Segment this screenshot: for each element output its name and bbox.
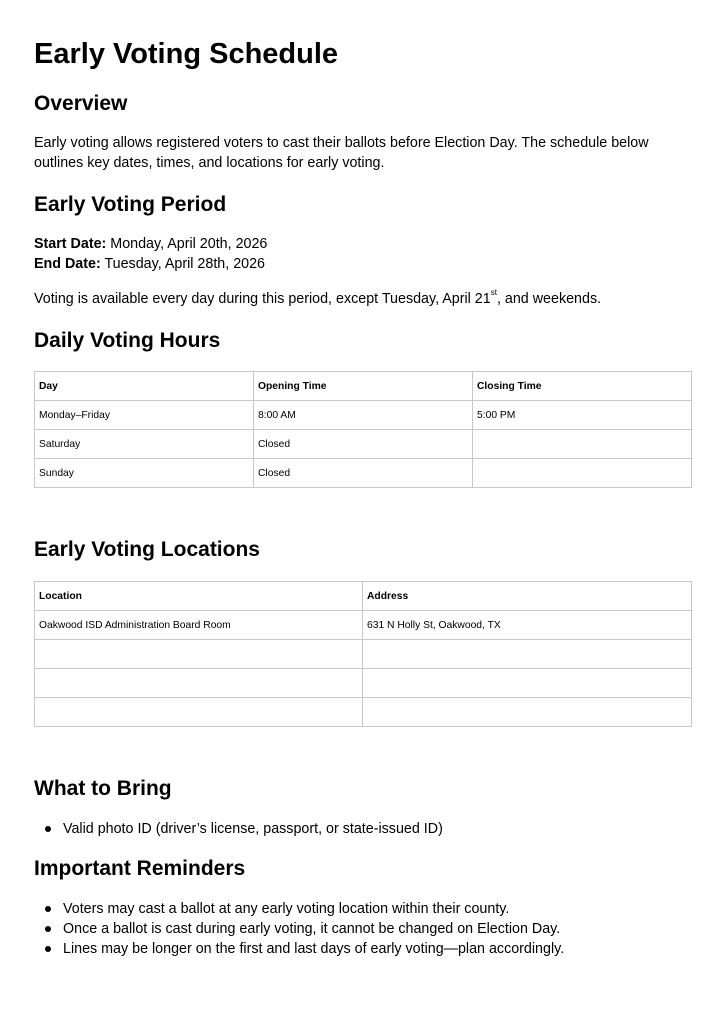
bring-list	[34, 819, 691, 839]
locations-header-row	[35, 582, 692, 611]
table-row	[35, 698, 692, 727]
list-item-text: Valid photo ID (driver’s license, passport, or state-issued ID)	[63, 821, 443, 837]
hours-col-day: Day	[35, 372, 254, 401]
table-cell	[473, 459, 692, 488]
overview-heading: Overview	[34, 92, 128, 115]
bring-heading: What to Bring	[34, 777, 172, 800]
page-title: Early Voting Schedule	[34, 38, 339, 70]
overview-text: Early voting allows registered voters to cast their ballots before Election Day. The schedule below outlines key dates, times, and locations for early voting.	[34, 135, 649, 171]
table-cell: Monday–Friday	[35, 401, 254, 430]
table-row	[35, 611, 692, 640]
table-row	[35, 430, 692, 459]
period-note-ordinal: st	[490, 288, 497, 297]
list-item-text: Lines may be longer on the first and last days of early voting—plan accordingly.	[63, 941, 565, 957]
locations-col-location: Location	[35, 582, 363, 611]
end-date-line	[34, 254, 691, 274]
table-cell: Saturday	[35, 430, 254, 459]
start-date-line	[34, 234, 691, 254]
table-cell: 5:00 PM	[473, 401, 692, 430]
period-note-tail: , and weekends.	[496, 291, 602, 307]
table-row	[35, 669, 692, 698]
list-item	[34, 899, 691, 919]
list-item-text: Once a ballot is cast during early voting, it cannot be changed on Election Day.	[63, 921, 561, 937]
bullet-icon	[45, 826, 51, 832]
locations-heading: Early Voting Locations	[34, 538, 260, 561]
period-heading: Early Voting Period	[34, 193, 227, 216]
start-date-label: Start Date:	[34, 236, 107, 252]
table-cell	[35, 698, 363, 727]
table-cell: Sunday	[35, 459, 254, 488]
table-row	[35, 640, 692, 669]
locations-table	[34, 581, 692, 727]
table-cell	[473, 430, 692, 459]
hours-table	[34, 371, 692, 488]
hours-col-opening: Opening Time	[254, 372, 473, 401]
table-cell: Closed	[254, 459, 473, 488]
hours-col-closing: Closing Time	[473, 372, 692, 401]
table-cell	[363, 669, 692, 698]
table-cell	[363, 640, 692, 669]
bullet-icon	[45, 926, 51, 932]
list-item	[34, 919, 691, 939]
list-item-text: Voters may cast a ballot at any early voting location within their county.	[63, 901, 510, 917]
table-row	[35, 401, 692, 430]
period-note-text: Voting is available every day during this period, except Tuesday, April 21	[34, 291, 491, 307]
table-row	[35, 459, 692, 488]
table-cell	[363, 698, 692, 727]
locations-col-address: Address	[363, 582, 692, 611]
table-cell	[35, 640, 363, 669]
reminders-heading: Important Reminders	[34, 857, 246, 880]
hours-heading: Daily Voting Hours	[34, 329, 221, 352]
table-cell: Closed	[254, 430, 473, 459]
table-cell	[35, 669, 363, 698]
bullet-icon	[45, 946, 51, 952]
end-date-label: End Date:	[34, 256, 101, 272]
start-date-value: Monday, April 20th, 2026	[110, 236, 268, 252]
list-item	[34, 819, 691, 839]
table-cell: 631 N Holly St, Oakwood, TX	[363, 611, 692, 640]
bullet-icon	[45, 906, 51, 912]
period-note	[34, 289, 691, 309]
table-cell: Oakwood ISD Administration Board Room	[35, 611, 363, 640]
hours-header-row	[35, 372, 692, 401]
end-date-value: Tuesday, April 28th, 2026	[104, 256, 265, 272]
reminders-list	[34, 899, 691, 959]
table-cell: 8:00 AM	[254, 401, 473, 430]
list-item	[34, 939, 691, 959]
